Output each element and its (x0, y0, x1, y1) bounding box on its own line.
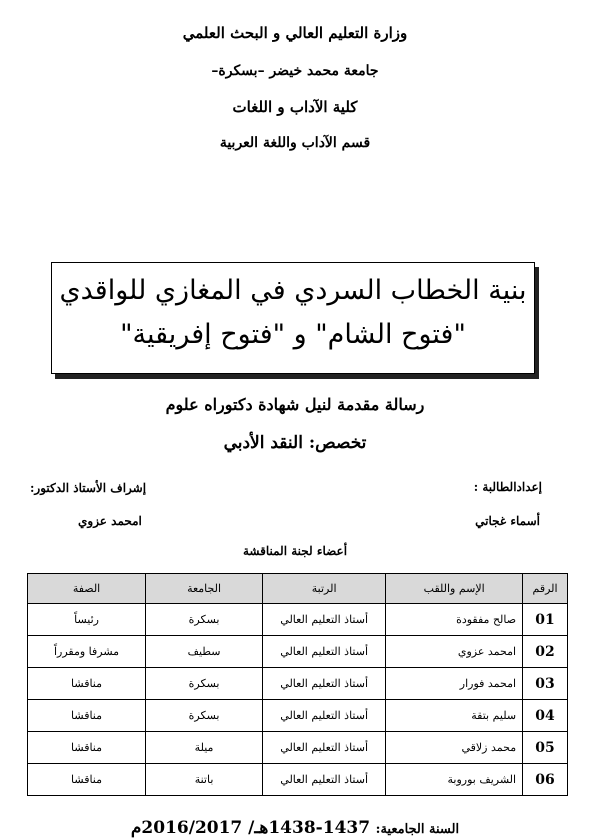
member-number: 04 (523, 700, 568, 732)
ministry-heading: وزارة التعليم العالي و البحث العلمي (182, 24, 408, 42)
column-header-number: الرقم (523, 574, 568, 604)
member-rank: أستاذ التعليم العالي (263, 700, 386, 732)
thesis-title-line-1: بنية الخطاب السردي في المغازي للواقدي (59, 275, 527, 306)
member-number: 03 (523, 668, 568, 700)
table-row (28, 668, 568, 700)
member-university: بسكرة (146, 700, 263, 732)
member-university: ميلة (146, 732, 263, 764)
member-name: سليم بتقة (386, 700, 523, 732)
faculty-heading: كلية الآداب و اللغات (232, 98, 358, 116)
member-number: 01 (523, 604, 568, 636)
university-heading: جامعة محمد خيضر –بسكرة– (211, 63, 379, 79)
thesis-title-box (51, 262, 535, 374)
academic-year (0, 818, 590, 838)
member-rank: أستاذ التعليم العالي (263, 732, 386, 764)
member-number: 06 (523, 764, 568, 796)
student-name: أسماء غجاتي (475, 514, 540, 528)
member-role: مناقشا (28, 732, 146, 764)
member-university: بسكرة (146, 668, 263, 700)
member-role: مناقشا (28, 700, 146, 732)
member-university: باتنة (146, 764, 263, 796)
department-heading: قسم الآداب واللغة العربية (219, 135, 371, 151)
table-row (28, 604, 568, 636)
specialization: تخصص: النقد الأدبي (223, 433, 367, 453)
column-header-rank: الرتبة (263, 574, 386, 604)
member-name: امحمد عزوي (386, 636, 523, 668)
member-university: سطيف (146, 636, 263, 668)
member-name: محمد زلاقي (386, 732, 523, 764)
student-label: إعدادالطالبة : (473, 480, 542, 494)
academic-year-value: 1437-1438هـ/ 2016/2017م (130, 818, 371, 838)
table-row (28, 700, 568, 732)
table-row (28, 764, 568, 796)
academic-year-label: السنة الجامعية: (375, 822, 460, 837)
table-header-row (28, 574, 568, 604)
member-role: مناقشا (28, 668, 146, 700)
member-rank: أستاذ التعليم العالي (263, 764, 386, 796)
member-university: بسكرة (146, 604, 263, 636)
column-header-university: الجامعة (146, 574, 263, 604)
member-name: امحمد فورار (386, 668, 523, 700)
member-number: 05 (523, 732, 568, 764)
member-rank: أستاذ التعليم العالي (263, 668, 386, 700)
column-header-name: الإسم واللقب (386, 574, 523, 604)
member-name: صالح مفقودة (386, 604, 523, 636)
member-rank: أستاذ التعليم العالي (263, 636, 386, 668)
member-role: رئيساً (28, 604, 146, 636)
table-row (28, 636, 568, 668)
committee-title: أعضاء لجنة المناقشة (242, 544, 348, 558)
member-rank: أستاذ التعليم العالي (263, 604, 386, 636)
member-role: مشرفا ومقرراً (28, 636, 146, 668)
thesis-title-line-2: "فتوح الشام" و "فتوح إفريقية" (120, 319, 466, 350)
column-header-role: الصفة (28, 574, 146, 604)
thesis-degree-note: رسالة مقدمة لنيل شهادة دكتوراه علوم (165, 395, 425, 414)
member-number: 02 (523, 636, 568, 668)
supervisor-label: إشراف الأستاذ الدكتور: (30, 481, 147, 495)
committee-table (27, 573, 568, 796)
member-name: الشريف بوروبة (386, 764, 523, 796)
supervisor-name: امحمد عزوي (78, 514, 142, 528)
member-role: مناقشا (28, 764, 146, 796)
table-row (28, 732, 568, 764)
